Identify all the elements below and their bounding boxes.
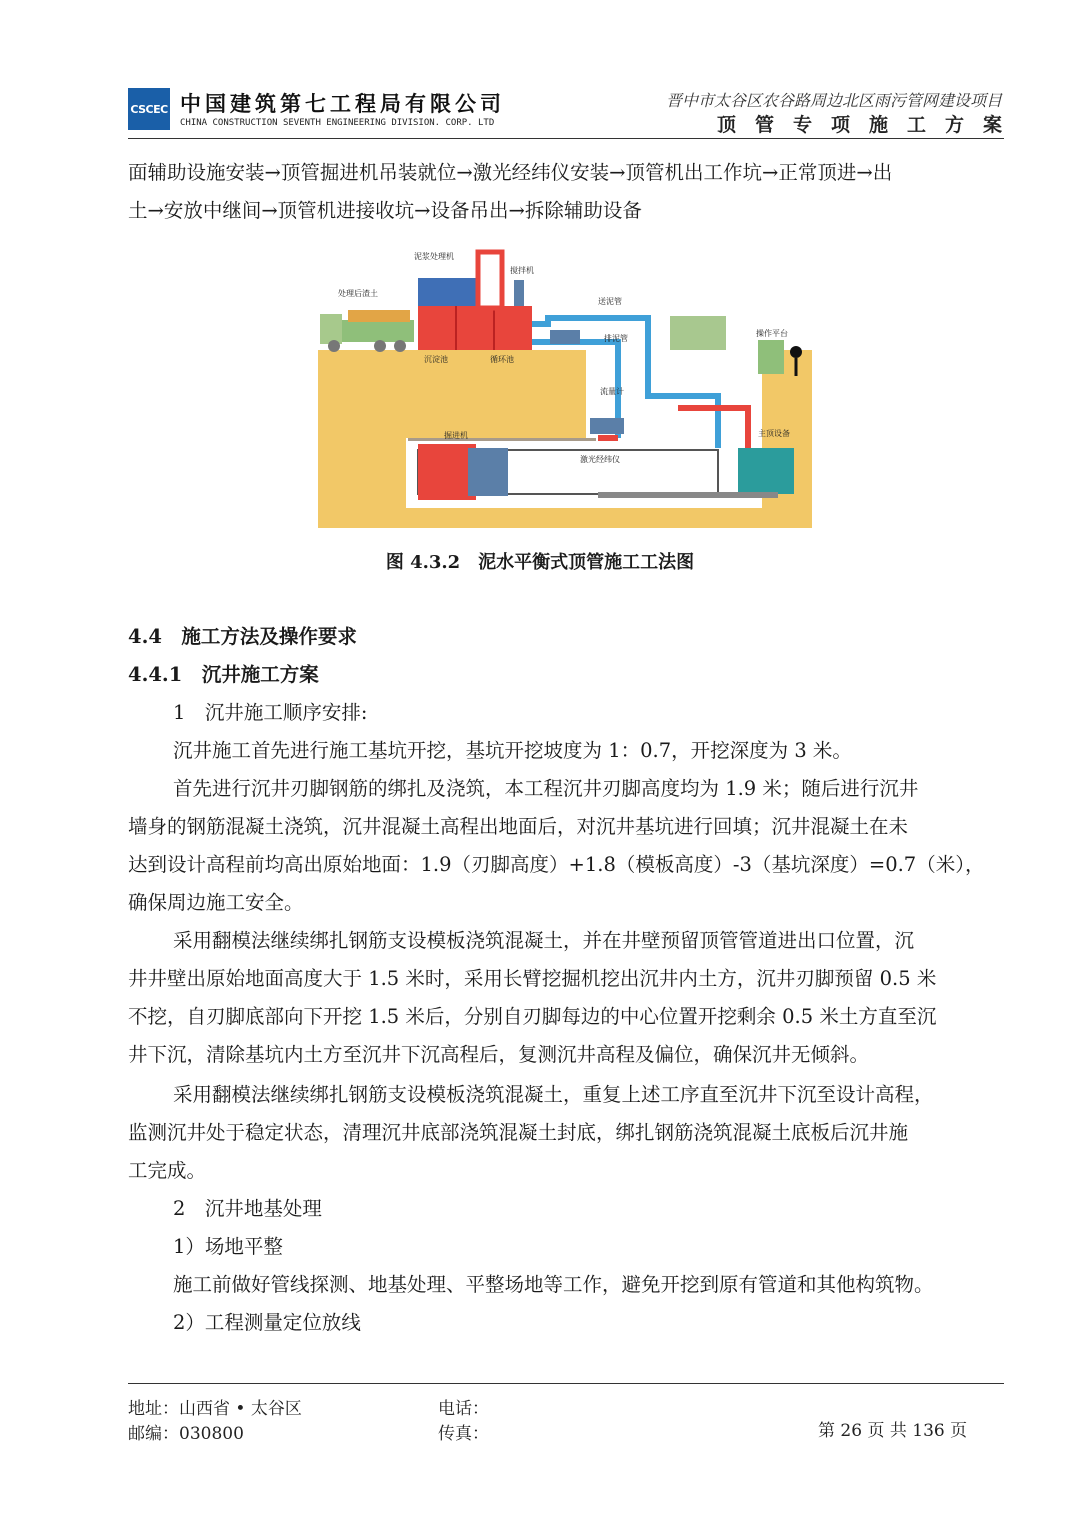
label-main-jack: 主顶设备 bbox=[758, 429, 790, 438]
paragraph-4-line-2: 监测沉井处于稳定状态，清理沉井底部浇筑混凝土封底，绑扎钢筋浇筑混凝土底板后沉井施 bbox=[128, 1121, 909, 1144]
logo-text: CSCEC bbox=[130, 102, 168, 116]
footer-address: 地址：山西省 • 太谷区 bbox=[128, 1399, 302, 1419]
item-1-title: 1 沉井施工顺序安排: bbox=[173, 701, 368, 724]
header-divider bbox=[128, 138, 1004, 139]
label-tunneling-machine: 掘进机 bbox=[444, 431, 468, 440]
company-name-en: CHINA CONSTRUCTION SEVENTH ENGINEERING DIVISION. CORP. LTD bbox=[180, 118, 495, 128]
footer-divider bbox=[128, 1383, 1004, 1384]
sub-item-2-title: 2）工程测量定位放线 bbox=[173, 1311, 361, 1334]
label-laser-theodolite: 激光经纬仪 bbox=[580, 455, 620, 464]
heading-4-4-1: 4.4.1 沉井施工方案 bbox=[128, 663, 319, 686]
paragraph-3-line-3: 不挖，自刃脚底部向下开挖 1.5 米后，分别自刃脚每边的中心位置开挖剩余 0.5 米土方直至沉 bbox=[128, 1005, 937, 1028]
paragraph-5: 施工前做好管线探测、地基处理、平整场地等工作，避免开挖到原有管道和其他构筑物。 bbox=[173, 1273, 934, 1296]
footer-fax: 传真： bbox=[438, 1424, 489, 1444]
label-settling-tank: 沉淀池 bbox=[424, 355, 448, 364]
page-number: 第 26 页 共 136 页 bbox=[818, 1421, 968, 1441]
paragraph-3-line-4: 井下沉，清除基坑内土方至沉井下沉高程后，复测沉井高程及偏位，确保沉井无倾斜。 bbox=[128, 1043, 870, 1066]
paragraph-2-line-2: 墙身的钢筋混凝土浇筑，沉井混凝土高程出地面后，对沉井基坑进行回填；沉井混凝土在未 bbox=[128, 815, 909, 838]
project-name: 晋中市太谷区农谷路周边北区雨污管网建设项目 bbox=[665, 91, 1002, 110]
label-send-pipe: 送泥管 bbox=[598, 297, 622, 306]
figure-caption: 图 4.3.2 泥水平衡式顶管施工工法图 bbox=[385, 552, 695, 573]
heading-4-4: 4.4 施工方法及操作要求 bbox=[128, 625, 357, 648]
paragraph-2-line-1: 首先进行沉井刃脚钢筋的绑扎及浇筑，本工程沉井刃脚高度均为 1.9 米；随后进行沉井 bbox=[173, 777, 919, 800]
label-slurry-machine: 泥浆处理机 bbox=[414, 252, 454, 261]
label-circulation-tank: 循环池 bbox=[490, 355, 514, 364]
document-title: 顶管专项施工方案 bbox=[716, 114, 1021, 136]
paragraph-4-line-3: 工完成。 bbox=[128, 1159, 207, 1182]
intro-line-2: 土→安放中继间→顶管机进接收坑→设备吊出→拆除辅助设备 bbox=[128, 199, 642, 222]
label-operating-platform: 操作平台 bbox=[756, 329, 788, 338]
label-mixer: 搅拌机 bbox=[510, 266, 534, 275]
paragraph-2-line-3: 达到设计高程前均高出原始地面：1.9（刃脚高度）+1.8（模板高度）-3（基坑深度）=0.7（米）， bbox=[128, 853, 985, 876]
footer-postcode: 邮编：030800 bbox=[128, 1424, 244, 1444]
slurry-pipe-jacking-diagram bbox=[318, 248, 812, 528]
sub-item-1-title: 1）场地平整 bbox=[173, 1235, 283, 1258]
label-discharge-pipe: 排泥管 bbox=[604, 334, 628, 343]
company-name-cn: 中国建筑第七工程局有限公司 bbox=[180, 92, 505, 116]
company-logo bbox=[128, 88, 170, 130]
paragraph-3-line-1: 采用翻模法继续绑扎钢筋支设模板浇筑混凝土，并在井壁预留顶管管道进出口位置，沉 bbox=[173, 929, 915, 952]
paragraph-3-line-2: 井井壁出原始地面高度大于 1.5 米时，采用长臂挖掘机挖出沉井内土方，沉井刃脚预留 0.5 米 bbox=[128, 967, 937, 990]
paragraph-1: 沉井施工首先进行施工基坑开挖，基坑开挖坡度为 1：0.7，开挖深度为 3 米。 bbox=[173, 739, 852, 762]
paragraph-4-line-1: 采用翻模法继续绑扎钢筋支设模板浇筑混凝土，重复上述工序直至沉井下沉至设计高程， bbox=[173, 1083, 934, 1106]
label-treated-soil: 处理后渣土 bbox=[338, 289, 378, 298]
intro-line-1: 面辅助设施安装→顶管掘进机吊装就位→激光经纬仪安装→顶管机出工作坑→正常顶进→出 bbox=[128, 161, 893, 184]
paragraph-2-line-4: 确保周边施工安全。 bbox=[128, 891, 304, 914]
footer-phone: 电话： bbox=[438, 1399, 489, 1419]
label-flow-meter: 流量计 bbox=[600, 387, 624, 396]
item-2-title: 2 沉井地基处理 bbox=[173, 1197, 322, 1220]
